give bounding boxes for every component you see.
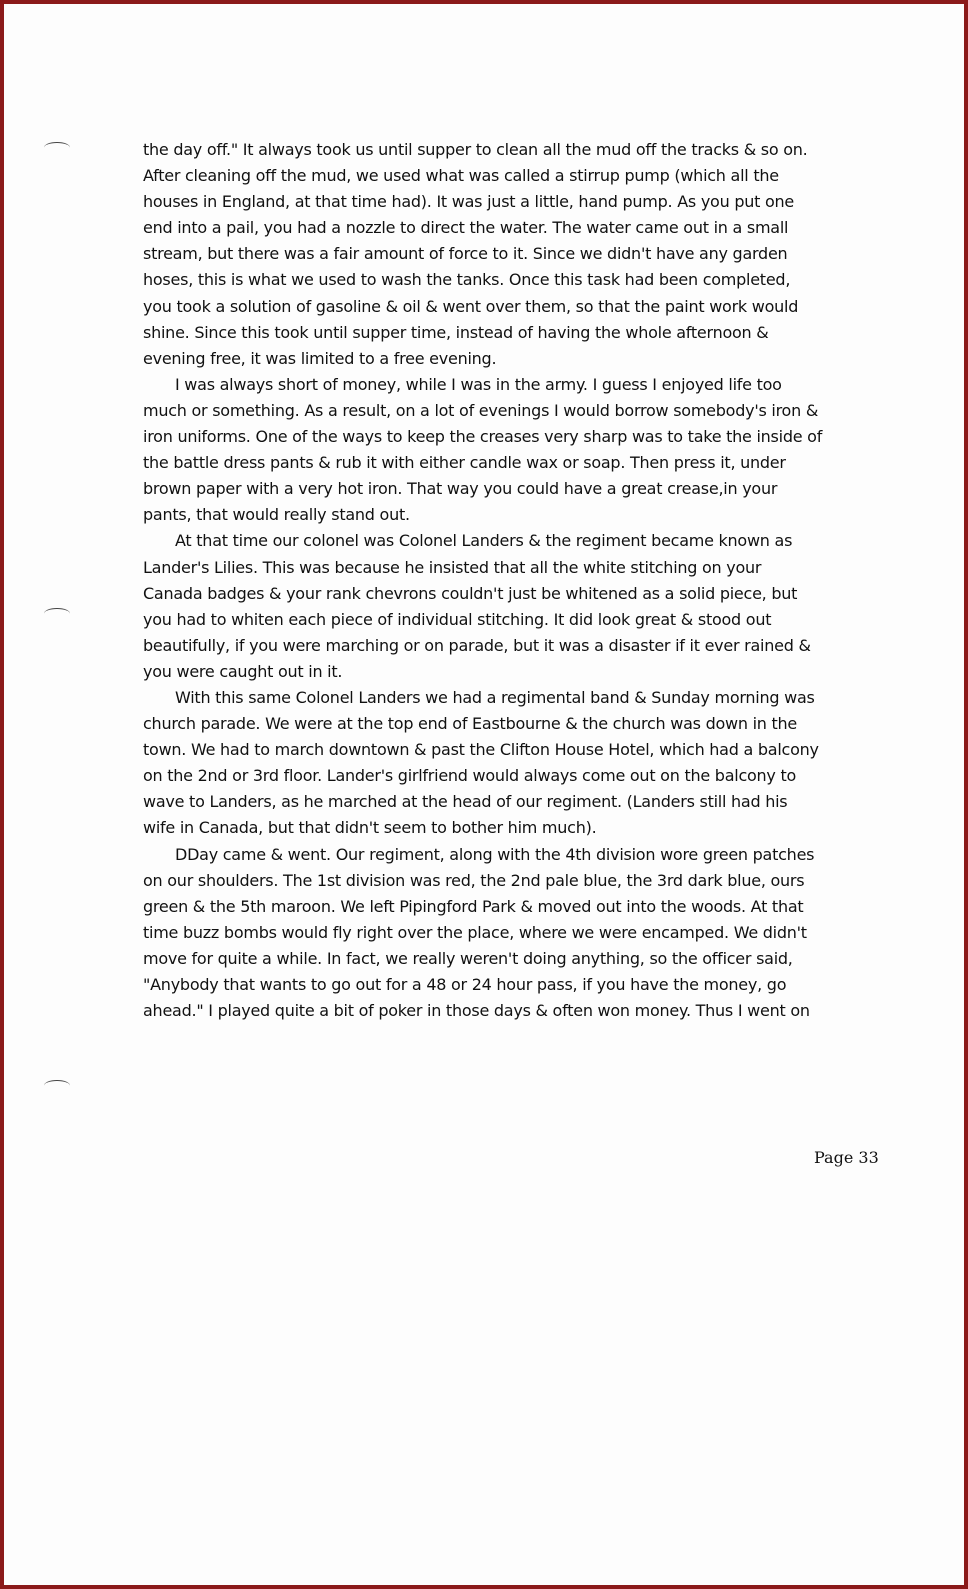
paragraph-4: With this same Colonel Landers we had a regimental band & Sunday morning was church parade. We were at the top end of Eastbourne & the church was down in the town. We had to march downtown & past the Clifton House Hotel, which had a balcony on the 2nd or 3rd floor. Lander's girlfriend would always come out on the balcony to wave to Landers, as he marched at the head of our regiment. (Landers still had his wife in Canada, but that didn't seem to bother him much). [143, 687, 819, 838]
punch-hole-mark [44, 142, 70, 153]
page-number: Page 33 [814, 1148, 879, 1167]
body-text [143, 137, 823, 1024]
punch-hole-mark [44, 608, 70, 619]
punch-hole-mark [44, 1080, 70, 1091]
paragraph-3: At that time our colonel was Colonel Landers & the regiment became known as Lander's Lilies. This was because he insisted that all the white stitching on your Canada badges & your rank chevrons couldn't just be whitened as a solid piece, but you had to whiten each piece of individual stitching. It did look great & stood out beautifully, if you were marching or on parade, but it was a disaster if it ever rained & you were caught out in it. [143, 531, 811, 681]
paragraph-2: I was always short of money, while I was in the army. I guess I enjoyed life too much or something. As a result, on a lot of evenings I would borrow somebody's iron & iron uniforms. One of the ways to keep the creases very sharp was to take the inside of the battle dress pants & rub it with either candle wax or soap. Then press it, under brown paper with a very hot iron. That way you could have a great crease,in your pants, that would really stand out. [143, 374, 823, 525]
paragraph-1: the day off." It always took us until supper to clean all the mud off the tracks & so on. After cleaning off the mud, we used what was called a stirrup pump (which all the houses in England, at that time had). It was just a little, hand pump. As you put one end into a pail, you had a nozzle to direct the water. The water came out in a small stream, but there was a fair amount of force to it. Since we didn't have any garden hoses, this is what we used to wash the tanks. Once this task had been completed, you took a solution of gasoline & oil & went over them, so that the paint work would shine. Since this took until supper time, instead of having the whole afternoon & evening free, it was limited to a free evening. [143, 140, 808, 368]
paragraph-5: DDay came & went. Our regiment, along with the 4th division wore green patches on our shoulders. The 1st division was red, the 2nd pale blue, the 3rd dark blue, ours green & the 5th maroon. We left Pipingford Park & moved out into the woods. At that time buzz bombs would fly right over the place, where we were encamped. We didn't move for quite a while. In fact, we really weren't doing anything, so the officer said, "Anybody that wants to go out for a 48 or 24 hour pass, if you have the money, go ahead." I played quite a bit of poker in those days & often won money. Thus I went on [143, 844, 815, 1021]
